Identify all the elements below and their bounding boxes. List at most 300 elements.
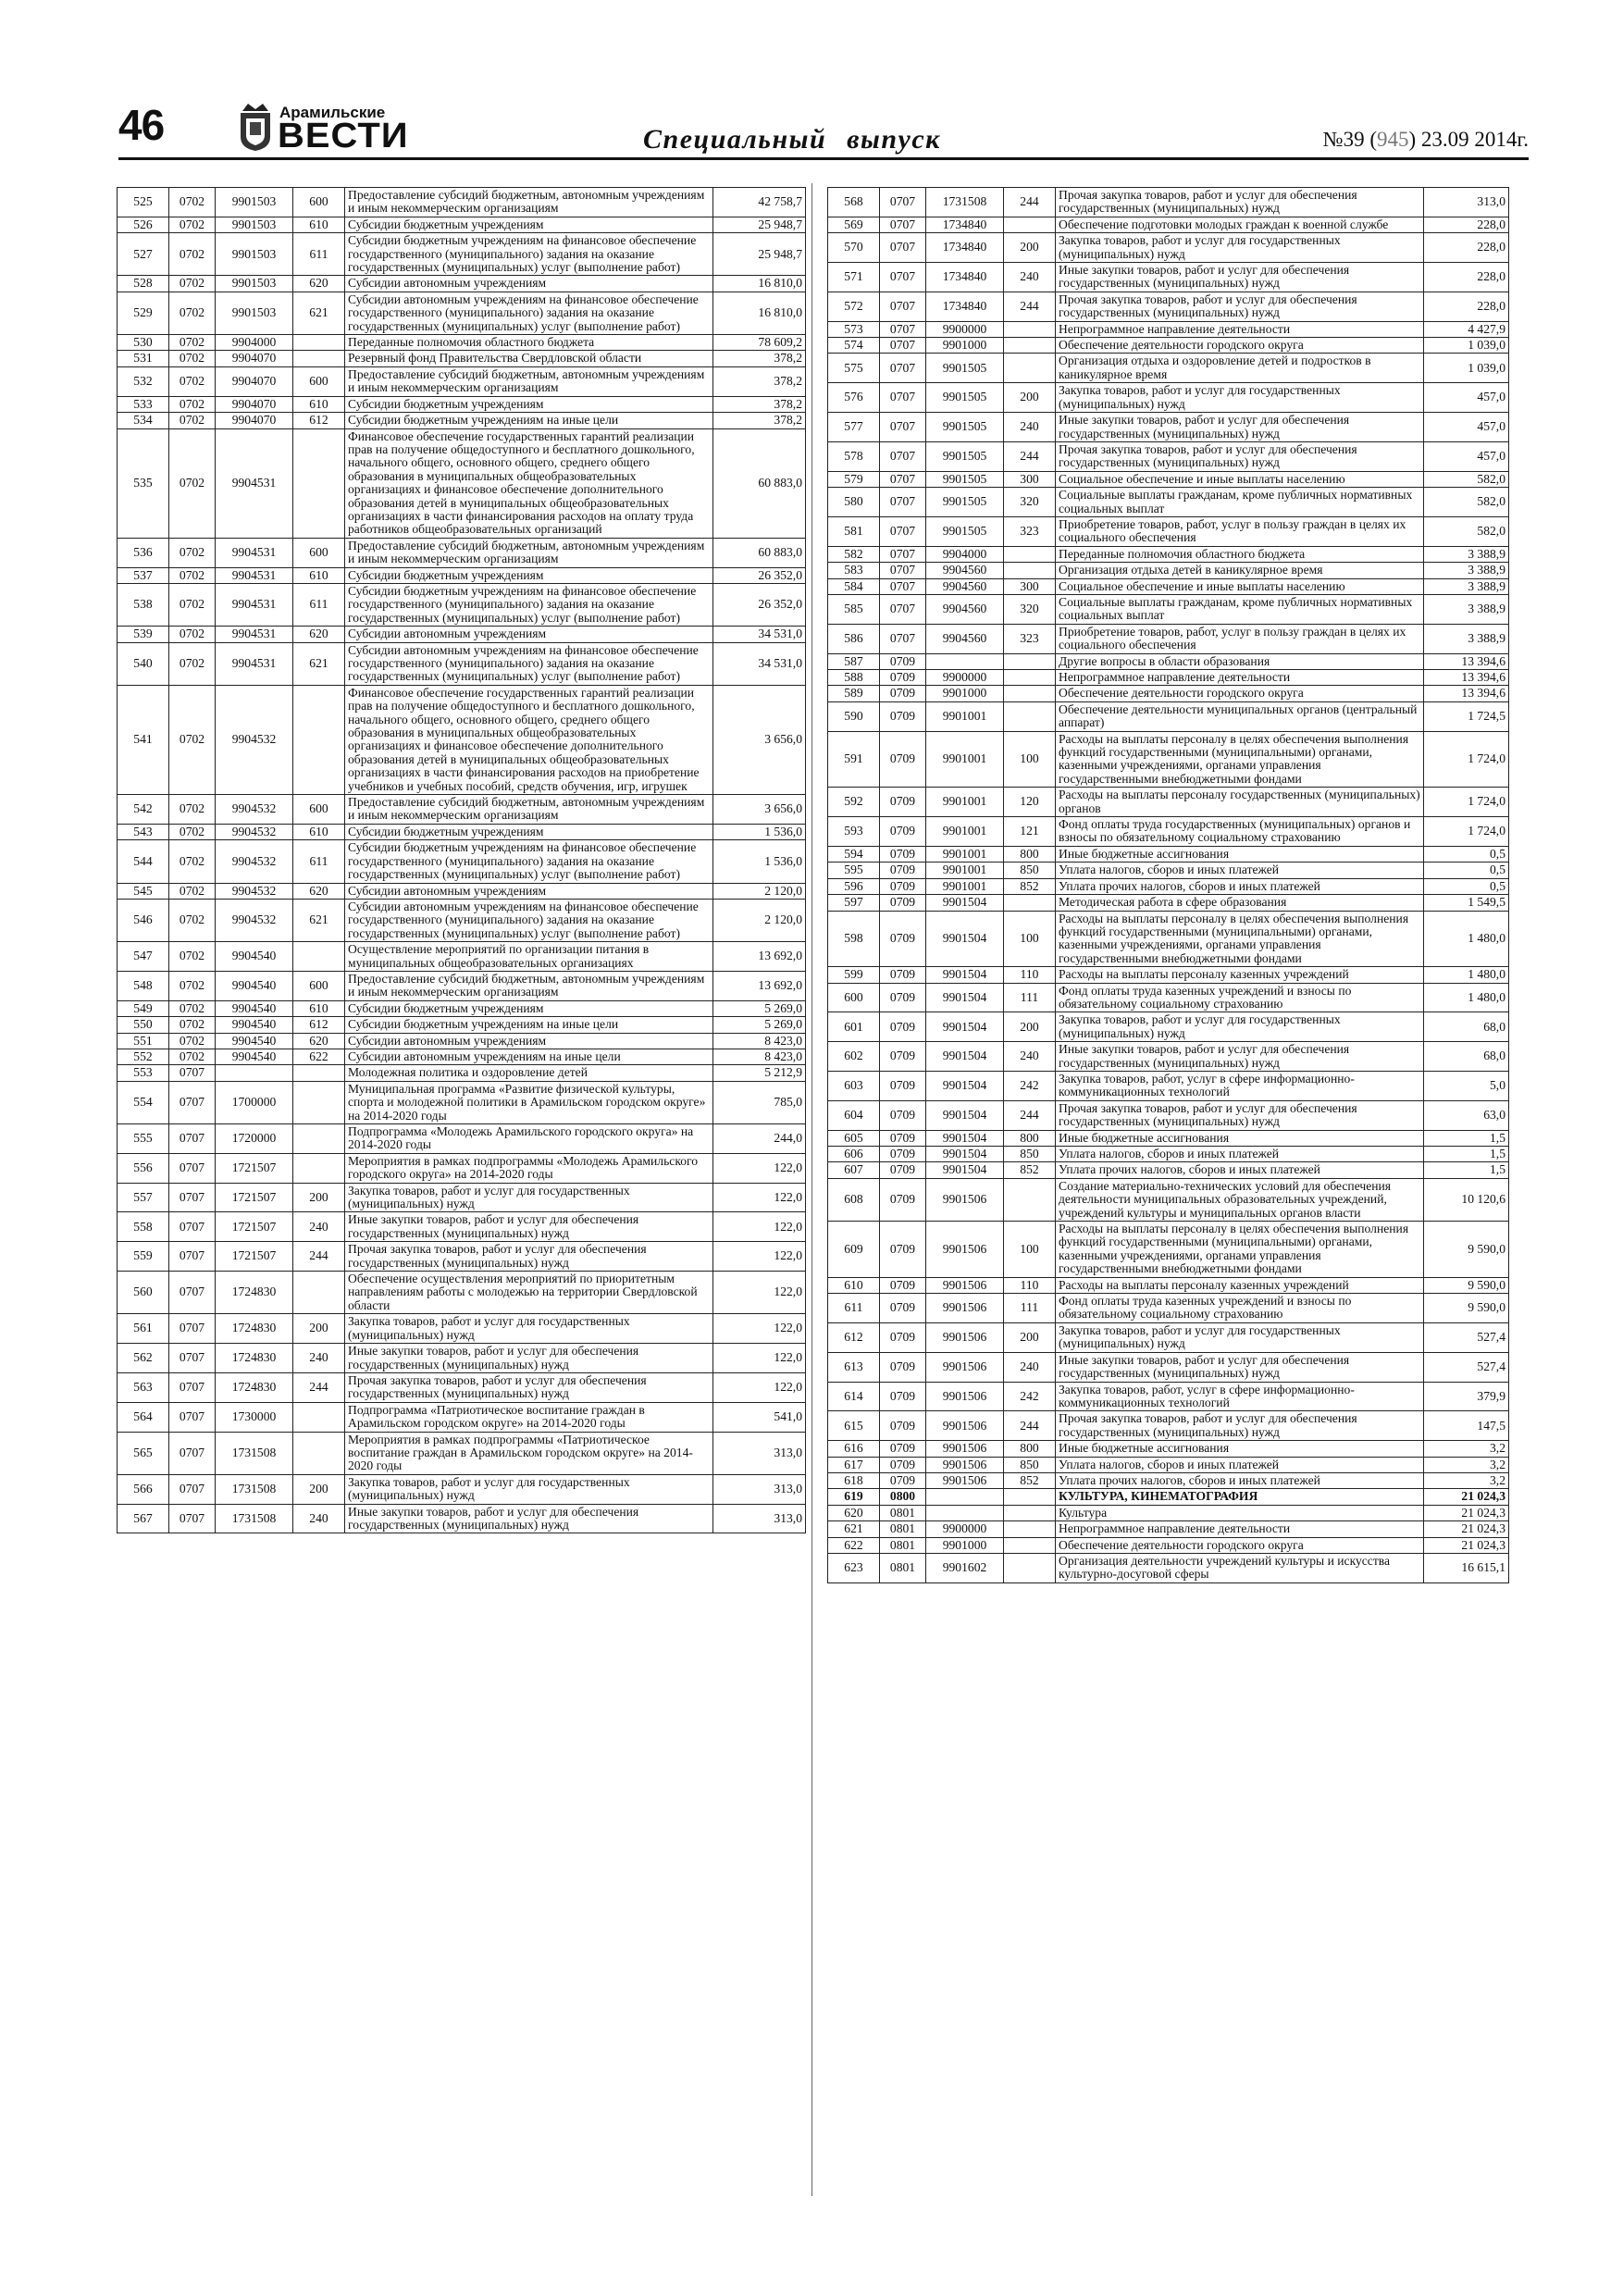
- expense-type-code: 850: [1004, 863, 1056, 878]
- row-name: Закупка товаров, работ, услуг в сфере информационно-коммуникационных технологий: [1056, 1071, 1424, 1100]
- section-code: 0702: [169, 899, 216, 941]
- table-row: [118, 1372, 806, 1402]
- expense-type-code: 850: [1004, 1147, 1056, 1162]
- row-number: 607: [828, 1162, 880, 1178]
- table-row: [118, 942, 806, 972]
- row-amount: 379,9: [1424, 1382, 1509, 1411]
- target-code: 9904560: [926, 624, 1004, 653]
- row-number: 582: [828, 546, 880, 562]
- target-code: 1730000: [216, 1402, 293, 1432]
- row-amount: 378,2: [713, 351, 806, 366]
- table-row: [118, 899, 806, 941]
- row-amount: 21 024,3: [1424, 1537, 1509, 1553]
- expense-type-code: 320: [1004, 594, 1056, 624]
- row-name: Иные закупки товаров, работ и услуг для обеспечения государственных (муниципальных) нужд: [1056, 413, 1424, 442]
- row-name: Прочая закупка товаров, работ и услуг для обеспечения государственных (муниципальных) нужд: [1056, 188, 1424, 217]
- target-code: 9901001: [926, 817, 1004, 847]
- row-name: Субсидии автономным учреждениям: [345, 1033, 713, 1049]
- table-row: [118, 824, 806, 839]
- expense-type-code: 800: [1004, 1441, 1056, 1457]
- row-amount: 63,0: [1424, 1100, 1509, 1130]
- row-number: 595: [828, 863, 880, 878]
- row-amount: 122,0: [713, 1183, 806, 1212]
- section-code: 0709: [880, 1411, 926, 1441]
- table-row: [828, 1162, 1509, 1178]
- section-code: 0707: [880, 578, 926, 594]
- section-code: 0702: [169, 942, 216, 972]
- section-code: 0702: [169, 824, 216, 839]
- table-row: [118, 583, 806, 626]
- target-code: 1731508: [216, 1504, 293, 1533]
- row-number: 576: [828, 383, 880, 413]
- row-number: 560: [118, 1272, 169, 1314]
- section-code: 0707: [169, 1474, 216, 1504]
- row-amount: 25 948,7: [713, 233, 806, 276]
- section-code: 0707: [880, 563, 926, 578]
- budget-table-right-body: [828, 188, 1509, 1583]
- issue-total-number: 945: [1377, 128, 1409, 151]
- row-number: 575: [828, 354, 880, 383]
- expense-type-code: [1004, 895, 1056, 911]
- table-row: [118, 276, 806, 292]
- row-name: Обеспечение деятельности городского округа: [1056, 338, 1424, 354]
- row-amount: 228,0: [1424, 263, 1509, 292]
- table-row: [828, 1553, 1509, 1582]
- row-name: Финансовое обеспечение государственных гарантий реализации прав на получение общедоступного и бесплатного дошкольного, начального общего, основного общего, среднего общего образования в муниципальных общеобразовательных организациях и финансовое обеспечение дополнительного образования детей в муниципальных общеобразовательных организациях в части финансирования расходов на оплату труда работников общеобразовательных организаций: [345, 428, 713, 538]
- row-number: 561: [118, 1314, 169, 1344]
- table-row: [828, 471, 1509, 487]
- expense-type-code: 200: [293, 1183, 345, 1212]
- table-row: [118, 1432, 806, 1474]
- row-name: Уплата налогов, сборов и иных платежей: [1056, 1147, 1424, 1162]
- row-name: Расходы на выплаты персоналу казенных учреждений: [1056, 1277, 1424, 1293]
- row-number: 588: [828, 670, 880, 686]
- target-code: [926, 1505, 1004, 1520]
- section-code: 0707: [169, 1372, 216, 1402]
- row-number: 550: [118, 1017, 169, 1033]
- section-code: 0709: [880, 878, 926, 894]
- section-code: 0709: [880, 1012, 926, 1042]
- row-number: 540: [118, 642, 169, 685]
- row-amount: 785,0: [713, 1081, 806, 1123]
- row-amount: 1 724,0: [1424, 731, 1509, 788]
- table-row: [828, 1277, 1509, 1293]
- row-amount: 457,0: [1424, 383, 1509, 413]
- row-name: Субсидии бюджетным учреждениям: [345, 567, 713, 583]
- table-row: [118, 1314, 806, 1344]
- row-name: Прочая закупка товаров, работ и услуг для обеспечения государственных (муниципальных) нужд: [1056, 1411, 1424, 1441]
- expense-type-code: 620: [293, 276, 345, 292]
- section-code: 0707: [880, 338, 926, 354]
- expense-type-code: [1004, 1505, 1056, 1520]
- table-row: [118, 642, 806, 685]
- section-code: 0709: [880, 911, 926, 967]
- table-row: [118, 567, 806, 583]
- expense-type-code: 612: [293, 413, 345, 428]
- row-amount: 228,0: [1424, 292, 1509, 321]
- row-amount: 1 549,5: [1424, 895, 1509, 911]
- section-code: 0707: [880, 354, 926, 383]
- row-name: Иные закупки товаров, работ и услуг для обеспечения государственных (муниципальных) нужд: [1056, 263, 1424, 292]
- expense-type-code: 620: [293, 1033, 345, 1049]
- row-number: 554: [118, 1081, 169, 1123]
- row-number: 545: [118, 883, 169, 899]
- row-name: Прочая закупка товаров, работ и услуг для обеспечения государственных (муниципальных) нужд: [1056, 292, 1424, 321]
- expense-type-code: [293, 942, 345, 972]
- row-name: Переданные полномочия областного бюджета: [345, 335, 713, 351]
- section-code: 0707: [169, 1272, 216, 1314]
- coat-of-arms-icon: [239, 102, 272, 152]
- row-amount: 378,2: [713, 413, 806, 428]
- row-number: 606: [828, 1147, 880, 1162]
- row-name: Субсидии автономным учреждениям: [345, 627, 713, 642]
- row-name: Культура: [1056, 1505, 1424, 1520]
- row-amount: 541,0: [713, 1402, 806, 1432]
- target-code: 9901506: [926, 1277, 1004, 1293]
- newspaper-logo: [239, 102, 409, 155]
- target-code: 9901504: [926, 967, 1004, 983]
- row-amount: 3,2: [1424, 1457, 1509, 1472]
- row-name: Закупка товаров, работ и услуг для государственных (муниципальных) нужд: [1056, 1322, 1424, 1352]
- target-code: 9904531: [216, 428, 293, 538]
- section-code: 0801: [880, 1505, 926, 1520]
- expense-type-code: 110: [1004, 1277, 1056, 1293]
- row-amount: 228,0: [1424, 233, 1509, 263]
- table-row: [828, 895, 1509, 911]
- target-code: 9901504: [926, 1162, 1004, 1178]
- section-code: 0702: [169, 396, 216, 412]
- row-number: 526: [118, 217, 169, 232]
- table-row: [118, 538, 806, 567]
- row-number: 558: [118, 1212, 169, 1242]
- target-code: 9901001: [926, 878, 1004, 894]
- special-word-2: выпуск: [847, 124, 941, 155]
- table-row: [118, 1474, 806, 1504]
- row-number: 527: [118, 233, 169, 276]
- row-number: 600: [828, 983, 880, 1012]
- target-code: 1721507: [216, 1242, 293, 1272]
- row-amount: 1,5: [1424, 1130, 1509, 1146]
- section-code: 0707: [880, 292, 926, 321]
- row-amount: 582,0: [1424, 471, 1509, 487]
- row-number: 620: [828, 1505, 880, 1520]
- table-row: [118, 351, 806, 366]
- target-code: 9901506: [926, 1222, 1004, 1278]
- section-code: 0702: [169, 366, 216, 396]
- row-amount: 582,0: [1424, 488, 1509, 517]
- row-number: 544: [118, 840, 169, 883]
- row-amount: 8 423,0: [713, 1049, 806, 1064]
- expense-type-code: 240: [293, 1504, 345, 1533]
- section-code: 0702: [169, 567, 216, 583]
- section-code: 0702: [169, 840, 216, 883]
- table-row: [828, 686, 1509, 701]
- row-number: 590: [828, 701, 880, 731]
- row-amount: 78 609,2: [713, 335, 806, 351]
- target-code: 9904540: [216, 1017, 293, 1033]
- row-number: 528: [118, 276, 169, 292]
- row-amount: 16 810,0: [713, 292, 806, 334]
- target-code: 9900000: [926, 670, 1004, 686]
- target-code: 9904560: [926, 594, 1004, 624]
- row-name: Иные закупки товаров, работ и услуг для обеспечения государственных (муниципальных) нужд: [345, 1344, 713, 1373]
- row-amount: 34 531,0: [713, 627, 806, 642]
- expense-type-code: 323: [1004, 624, 1056, 653]
- expense-type-code: [1004, 686, 1056, 701]
- row-number: 603: [828, 1071, 880, 1100]
- table-row: [828, 292, 1509, 321]
- row-name: Субсидии бюджетным учреждениям: [345, 824, 713, 839]
- section-code: 0707: [169, 1081, 216, 1123]
- row-name: Социальные выплаты гражданам, кроме публичных нормативных социальных выплат: [1056, 488, 1424, 517]
- table-row: [828, 578, 1509, 594]
- target-code: 1734840: [926, 233, 1004, 263]
- expense-type-code: 600: [293, 971, 345, 1000]
- row-amount: 228,0: [1424, 217, 1509, 232]
- row-number: 563: [118, 1372, 169, 1402]
- row-amount: 313,0: [713, 1432, 806, 1474]
- row-name: Субсидии автономным учреждениям: [345, 276, 713, 292]
- expense-type-code: 244: [1004, 1100, 1056, 1130]
- row-number: 532: [118, 366, 169, 396]
- row-amount: 68,0: [1424, 1042, 1509, 1072]
- row-name: Предоставление субсидий бюджетным, автономным учреждениям и иным некоммерческим организациям: [345, 971, 713, 1000]
- row-name: Субсидии бюджетным учреждениям на иные цели: [345, 413, 713, 428]
- section-code: 0702: [169, 627, 216, 642]
- row-name: Фонд оплаты труда казенных учреждений и взносы по обязательному социальному страхованию: [1056, 1294, 1424, 1323]
- row-amount: 244,0: [713, 1124, 806, 1154]
- table-row: [118, 1272, 806, 1314]
- expense-type-code: [1004, 1178, 1056, 1221]
- row-amount: 3,2: [1424, 1441, 1509, 1457]
- row-number: 570: [828, 233, 880, 263]
- row-name: Иные закупки товаров, работ и услуг для обеспечения государственных (муниципальных) нужд: [345, 1212, 713, 1242]
- row-amount: 378,2: [713, 396, 806, 412]
- table-row: [118, 1000, 806, 1016]
- expense-type-code: 850: [1004, 1457, 1056, 1472]
- row-name: Прочая закупка товаров, работ и услуг для обеспечения государственных (муниципальных) нужд: [1056, 1100, 1424, 1130]
- row-name: Приобретение товаров, работ, услуг в пользу граждан в целях их социального обеспечения: [1056, 624, 1424, 653]
- issue-prefix: №39 (: [1322, 128, 1377, 151]
- section-code: 0707: [880, 383, 926, 413]
- row-name: Организация деятельности учреждений культуры и искусства культурно-досуговой сферы: [1056, 1553, 1424, 1582]
- row-name: Социальное обеспечение и иные выплаты населению: [1056, 471, 1424, 487]
- target-code: 1724830: [216, 1344, 293, 1373]
- row-amount: 3 388,9: [1424, 578, 1509, 594]
- row-amount: 13 394,6: [1424, 686, 1509, 701]
- row-name: Подпрограмма «Патриотическое воспитание граждан в Арамильском городском округе» на 2014-2020 годы: [345, 1402, 713, 1432]
- target-code: 9901506: [926, 1322, 1004, 1352]
- target-code: 9901504: [926, 1042, 1004, 1072]
- table-row: [828, 354, 1509, 383]
- expense-type-code: 323: [1004, 516, 1056, 546]
- row-name: Субсидии бюджетным учреждениям: [345, 396, 713, 412]
- section-code: 0702: [169, 583, 216, 626]
- table-row: [118, 396, 806, 412]
- row-name: Субсидии автономным учреждениям на финансовое обеспечение государственного (муниципального) задания на оказание государственных (муниципальных) услуг (выполнение работ): [345, 899, 713, 941]
- row-name: Подпрограмма «Молодежь Арамильского городского округа» на 2014-2020 годы: [345, 1124, 713, 1154]
- table-row: [118, 627, 806, 642]
- expense-type-code: [293, 1272, 345, 1314]
- target-code: 9904070: [216, 366, 293, 396]
- section-code: 0707: [880, 488, 926, 517]
- row-amount: 26 352,0: [713, 583, 806, 626]
- expense-type-code: 610: [293, 1000, 345, 1016]
- target-code: 9904560: [926, 563, 1004, 578]
- row-number: 616: [828, 1441, 880, 1457]
- target-code: 9901000: [926, 1537, 1004, 1553]
- section-code: 0709: [880, 846, 926, 862]
- section-code: 0707: [169, 1314, 216, 1344]
- row-amount: 122,0: [713, 1372, 806, 1402]
- row-amount: 68,0: [1424, 1012, 1509, 1042]
- row-number: 529: [118, 292, 169, 334]
- row-name: Расходы на выплаты персоналу в целях обеспечения выполнения функций государственными (муниципальными) органами, казенными учреждениями, органами управления государственными внебюджетными фондами: [1056, 731, 1424, 788]
- section-code: 0709: [880, 1294, 926, 1323]
- expense-type-code: [1004, 338, 1056, 354]
- row-name: Субсидии бюджетным учреждениям на иные цели: [345, 1017, 713, 1033]
- expense-type-code: [1004, 354, 1056, 383]
- issue-date: ) 23.09 2014г.: [1408, 128, 1529, 151]
- row-amount: 9 590,0: [1424, 1222, 1509, 1278]
- target-code: 9904070: [216, 413, 293, 428]
- row-number: 579: [828, 471, 880, 487]
- row-number: 572: [828, 292, 880, 321]
- row-name: Непрограммное направление деятельности: [1056, 670, 1424, 686]
- section-code: 0709: [880, 1042, 926, 1072]
- row-amount: 122,0: [713, 1212, 806, 1242]
- expense-type-code: 611: [293, 840, 345, 883]
- expense-type-code: 244: [293, 1372, 345, 1402]
- section-code: 0709: [880, 895, 926, 911]
- section-code: 0709: [880, 983, 926, 1012]
- table-row: [118, 1344, 806, 1373]
- table-row: [828, 788, 1509, 817]
- target-code: 9904531: [216, 627, 293, 642]
- expense-type-code: 300: [1004, 471, 1056, 487]
- expense-type-code: 852: [1004, 1472, 1056, 1488]
- row-name: Закупка товаров, работ и услуг для государственных (муниципальных) нужд: [345, 1314, 713, 1344]
- section-code: 0800: [880, 1489, 926, 1505]
- row-amount: 122,0: [713, 1242, 806, 1272]
- row-amount: 5 269,0: [713, 1017, 806, 1033]
- expense-type-code: [1004, 217, 1056, 232]
- row-name: Непрограммное направление деятельности: [1056, 321, 1424, 337]
- row-name: Расходы на выплаты персоналу государственных (муниципальных) органов: [1056, 788, 1424, 817]
- expense-type-code: 620: [293, 883, 345, 899]
- row-number: 594: [828, 846, 880, 862]
- row-number: 559: [118, 1242, 169, 1272]
- row-number: 584: [828, 578, 880, 594]
- target-code: 9901504: [926, 1130, 1004, 1146]
- expense-type-code: 242: [1004, 1071, 1056, 1100]
- target-code: 9904000: [216, 335, 293, 351]
- table-row: [828, 863, 1509, 878]
- row-number: 566: [118, 1474, 169, 1504]
- target-code: 9901001: [926, 731, 1004, 788]
- header-rule: [118, 157, 1529, 160]
- target-code: 9904532: [216, 795, 293, 825]
- target-code: 9901503: [216, 188, 293, 217]
- target-code: 1734840: [926, 263, 1004, 292]
- section-code: 0707: [169, 1212, 216, 1242]
- row-number: 531: [118, 351, 169, 366]
- row-number: 617: [828, 1457, 880, 1472]
- row-name: Организация отдыха и оздоровление детей и подростков в каникулярное время: [1056, 354, 1424, 383]
- target-code: 1724830: [216, 1372, 293, 1402]
- row-name: Прочая закупка товаров, работ и услуг для обеспечения государственных (муниципальных) нужд: [345, 1242, 713, 1272]
- row-amount: 5,0: [1424, 1071, 1509, 1100]
- row-name: Социальные выплаты гражданам, кроме публичных нормативных социальных выплат: [1056, 594, 1424, 624]
- target-code: 9901505: [926, 413, 1004, 442]
- row-name: Обеспечение подготовки молодых граждан к военной службе: [1056, 217, 1424, 232]
- target-code: 1721507: [216, 1212, 293, 1242]
- row-number: 538: [118, 583, 169, 626]
- row-name: Субсидии автономным учреждениям на иные цели: [345, 1049, 713, 1064]
- table-row: [828, 1130, 1509, 1146]
- expense-type-code: 610: [293, 217, 345, 232]
- expense-type-code: 600: [293, 366, 345, 396]
- row-number: 533: [118, 396, 169, 412]
- table-row: [118, 233, 806, 276]
- logo-caption: Арамильские: [279, 104, 386, 121]
- row-name: Субсидии бюджетным учреждениям на финансовое обеспечение государственного (муниципального) задания на оказание государственных (муниципальных) услуг (выполнение работ): [345, 840, 713, 883]
- row-name: Фонд оплаты труда государственных (муниципальных) органов и взносы по обязательному социальному страхованию: [1056, 817, 1424, 847]
- row-number: 537: [118, 567, 169, 583]
- row-amount: 1 480,0: [1424, 983, 1509, 1012]
- target-code: 1724830: [216, 1314, 293, 1344]
- row-number: 564: [118, 1402, 169, 1432]
- expense-type-code: 200: [1004, 233, 1056, 263]
- section-code: 0709: [880, 1441, 926, 1457]
- row-amount: 313,0: [713, 1474, 806, 1504]
- target-code: 9901504: [926, 1147, 1004, 1162]
- row-amount: 21 024,3: [1424, 1489, 1509, 1505]
- row-amount: 3 656,0: [713, 795, 806, 825]
- expense-type-code: [293, 335, 345, 351]
- expense-type-code: 240: [293, 1344, 345, 1373]
- target-code: 9901506: [926, 1441, 1004, 1457]
- expense-type-code: 111: [1004, 1294, 1056, 1323]
- section-code: 0707: [880, 413, 926, 442]
- section-code: 0707: [880, 217, 926, 232]
- target-code: 9904532: [216, 899, 293, 941]
- table-row: [118, 1124, 806, 1154]
- target-code: 9904532: [216, 824, 293, 839]
- section-code: 0709: [880, 1382, 926, 1411]
- row-name: Прочая закупка товаров, работ и услуг для обеспечения государственных (муниципальных) нужд: [345, 1372, 713, 1402]
- target-code: 9904070: [216, 396, 293, 412]
- table-row: [118, 1153, 806, 1183]
- row-amount: 25 948,7: [713, 217, 806, 232]
- expense-type-code: [293, 428, 345, 538]
- table-row: [828, 1382, 1509, 1411]
- section-code: 0709: [880, 686, 926, 701]
- section-code: 0702: [169, 642, 216, 685]
- row-number: 580: [828, 488, 880, 517]
- row-name: Предоставление субсидий бюджетным, автономным учреждениям и иным некоммерческим организациям: [345, 188, 713, 217]
- special-issue-title: [643, 124, 941, 155]
- row-amount: 527,4: [1424, 1352, 1509, 1382]
- table-row: [828, 983, 1509, 1012]
- row-name: Субсидии автономным учреждениям: [345, 883, 713, 899]
- table-row: [118, 1033, 806, 1049]
- row-name: Муниципальная программа «Развитие физической культуры, спорта и молодежной политики в Арамильском городском округе» на 2014-2020 годы: [345, 1081, 713, 1123]
- row-name: Расходы на выплаты персоналу в целях обеспечения выполнения функций государственными (муниципальными) органами, казенными учреждениями, органами управления государственными внебюджетными фондами: [1056, 1222, 1424, 1278]
- section-code: 0702: [169, 1000, 216, 1016]
- table-row: [118, 883, 806, 899]
- row-number: 608: [828, 1178, 880, 1221]
